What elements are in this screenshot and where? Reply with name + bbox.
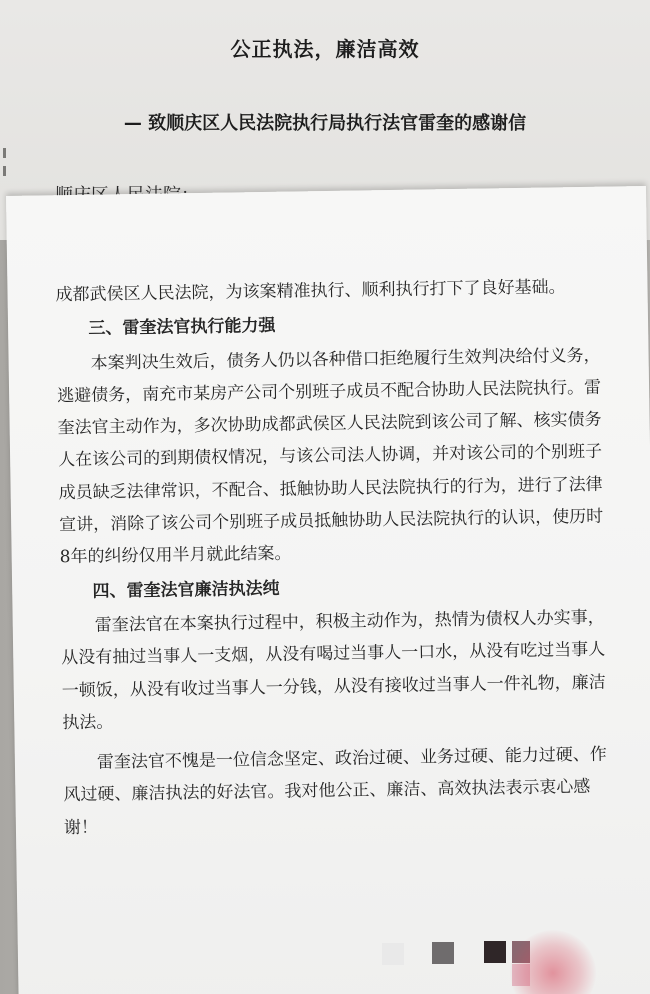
redacted-signature-block — [484, 941, 506, 963]
redacted-signature-block — [432, 942, 454, 964]
letter-title: 公正执法，廉洁高效 — [230, 37, 420, 61]
section-heading-3: 三、雷奎法官执行能力强 — [88, 316, 276, 340]
staple-mark — [3, 148, 6, 158]
staple-mark — [3, 166, 6, 176]
body-paragraph-4: 雷奎法官在本案执行过程中，积极主动作为，热情为债权人办实事，从没有抽过当事人一支烟，从没有喝过当事人一口水，从没有吃过当事人一顿饭，从没有收过当事人一分钱，从没有接收过当事人一件礼物，廉洁执法。 — [61, 607, 606, 734]
body-paragraph-3: 本案判决生效后，债务人仍以各种借口拒绝履行生效判决给付义务，逃避债务，南充市某房产公司个别班子成员不配合协助人民法院执行。雷奎法官主动作为，多次协助成都武侯区人民法院到该公司了解、核实债务人在该公司的到期债权情况，与该公司法人协调，并对该公司的个别班子成员缺乏法律常识，不配合、抵触协助人民法院执行的行为，进行了法律宣讲，消除了该公司个别班子成员抵触协助人民法院执行的认识，使历时8年的纠纷仅用半月就此结案。 — [56, 345, 604, 568]
front-page — [6, 186, 650, 994]
body-paragraph-continued: 成都武侯区人民法院，为该案精准执行、顺利执行打下了良好基础。 — [55, 277, 566, 306]
redacted-signature-block — [382, 943, 404, 965]
section-heading-4: 四、雷奎法官廉洁执法纯 — [92, 578, 280, 602]
letter-subtitle: — 致顺庆区人民法院执行局执行法官雷奎的感谢信 — [123, 113, 527, 134]
body-paragraph-5: 雷奎法官不愧是一位信念坚定、政治过硬、业务过硬、能力过硬、作风过硬、廉洁执法的好法官。我对他公正、廉洁、高效执法表示衷心感谢！ — [63, 744, 608, 838]
letter-body — [55, 271, 612, 845]
